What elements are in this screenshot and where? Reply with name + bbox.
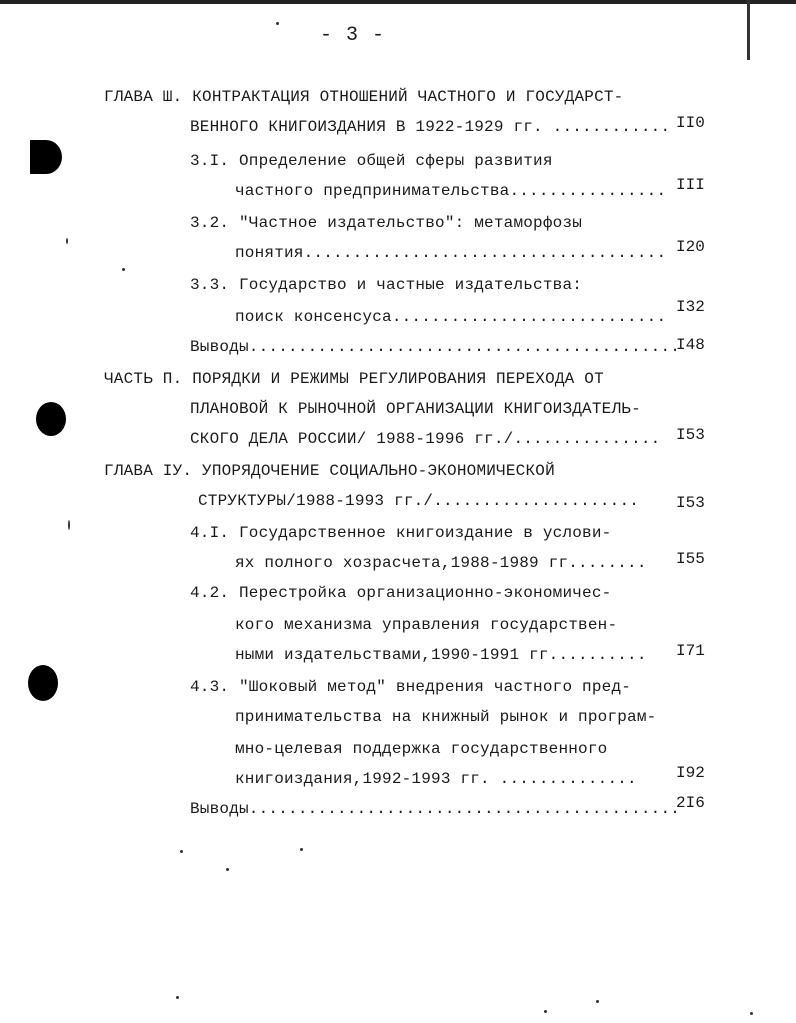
scan-speck — [66, 238, 68, 244]
toc-chapter-3-title-line-2: ВЕННОГО КНИГОИЗДАНИЯ В 1922-1929 гг. ............ — [190, 118, 671, 136]
scan-speck — [176, 996, 179, 999]
toc-conclusions-4-page: 2I6 — [676, 794, 705, 812]
toc-section-3-2-line-2: понятия..................................... — [235, 244, 667, 262]
scan-speck — [68, 520, 70, 530]
punch-hole-mark — [28, 665, 58, 701]
toc-section-3-3-line-1: 3.3. Государство и частные издательства: — [190, 276, 583, 294]
punch-hole-mark — [30, 140, 62, 174]
toc-conclusions-3-page: I48 — [676, 336, 705, 354]
scan-speck — [180, 850, 183, 853]
toc-section-4-3-line-1: 4.3. "Шоковый метод" внедрения частного пред- — [190, 678, 632, 696]
toc-chapter-4-title-line-1: ГЛАВА IУ. УПОРЯДОЧЕНИЕ СОЦИАЛЬНО-ЭКОНОМИЧЕСКОЙ — [104, 462, 555, 480]
toc-section-4-2-line-1: 4.2. Перестройка организационно-экономичес- — [190, 584, 612, 602]
toc-chapter-4-title-line-2: СТРУКТУРЫ/1988-1993 гг./..................... — [198, 492, 640, 510]
scan-border-right — [747, 0, 750, 60]
toc-section-3-1-line-2: частного предпринимательства................ — [235, 182, 667, 200]
toc-section-4-1-line-2: ях полного хозрасчета,1988-1989 гг........ — [235, 554, 647, 572]
toc-section-4-2-page: I71 — [676, 642, 705, 660]
toc-section-4-1-page: I55 — [676, 550, 705, 568]
toc-section-3-3-line-2: поиск консенсуса............................ — [235, 308, 667, 326]
toc-section-3-1-page: III — [676, 176, 705, 194]
toc-part-2-title-line-1: ЧАСТЬ П. ПОРЯДКИ И РЕЖИМЫ РЕГУЛИРОВАНИЯ ПЕРЕХОДА ОТ — [104, 370, 604, 388]
toc-conclusions-4: Выводы............................................ — [190, 800, 681, 818]
scan-speck — [226, 868, 229, 871]
scan-speck — [122, 268, 125, 271]
scan-speck — [750, 1012, 753, 1015]
punch-hole-mark — [36, 402, 66, 436]
toc-part-2-title-line-3: СКОГО ДЕЛА РОССИИ/ 1988-1996 гг./............... — [190, 430, 661, 448]
page-number: - 3 - — [320, 24, 386, 47]
scan-speck — [596, 1000, 599, 1003]
toc-section-3-1-line-1: 3.I. Определение общей сферы развития — [190, 152, 553, 170]
scan-speck — [544, 1010, 547, 1013]
toc-section-4-3-line-2: принимательства на книжный рынок и програм- — [235, 708, 657, 726]
toc-section-3-3-page: I32 — [676, 298, 705, 316]
toc-conclusions-3: Выводы............................................ — [190, 338, 681, 356]
toc-part-2-title-line-2: ПЛАНОВОЙ К РЫНОЧНОЙ ОРГАНИЗАЦИИ КНИГОИЗДАТЕЛЬ- — [190, 400, 641, 418]
toc-section-4-3-line-4: книгоиздания,1992-1993 гг. .............. — [235, 770, 637, 788]
toc-section-4-3-line-3: мно-целевая поддержка государственного — [235, 740, 608, 758]
toc-section-3-2-page: I20 — [676, 238, 705, 256]
toc-chapter-3-title-line-1: ГЛАВА Ш. КОНТРАКТАЦИЯ ОТНОШЕНИЙ ЧАСТНОГО И ГОСУДАРСТ- — [104, 88, 624, 106]
toc-section-4-2-line-3: ными издательствами,1990-1991 гг.......... — [235, 646, 647, 664]
toc-part-2-page: I53 — [676, 426, 705, 444]
toc-section-4-2-line-2: кого механизма управления государствен- — [235, 616, 618, 634]
scan-speck — [276, 22, 279, 25]
toc-section-4-3-page: I92 — [676, 764, 705, 782]
scan-speck — [300, 848, 303, 851]
toc-chapter-3-page: II0 — [676, 114, 705, 132]
toc-section-4-1-line-1: 4.I. Государственное книгоиздание в услови- — [190, 524, 612, 542]
toc-chapter-4-page: I53 — [676, 494, 705, 512]
scan-border-top — [0, 0, 796, 4]
toc-section-3-2-line-1: 3.2. "Частное издательство": метаморфозы — [190, 214, 583, 232]
